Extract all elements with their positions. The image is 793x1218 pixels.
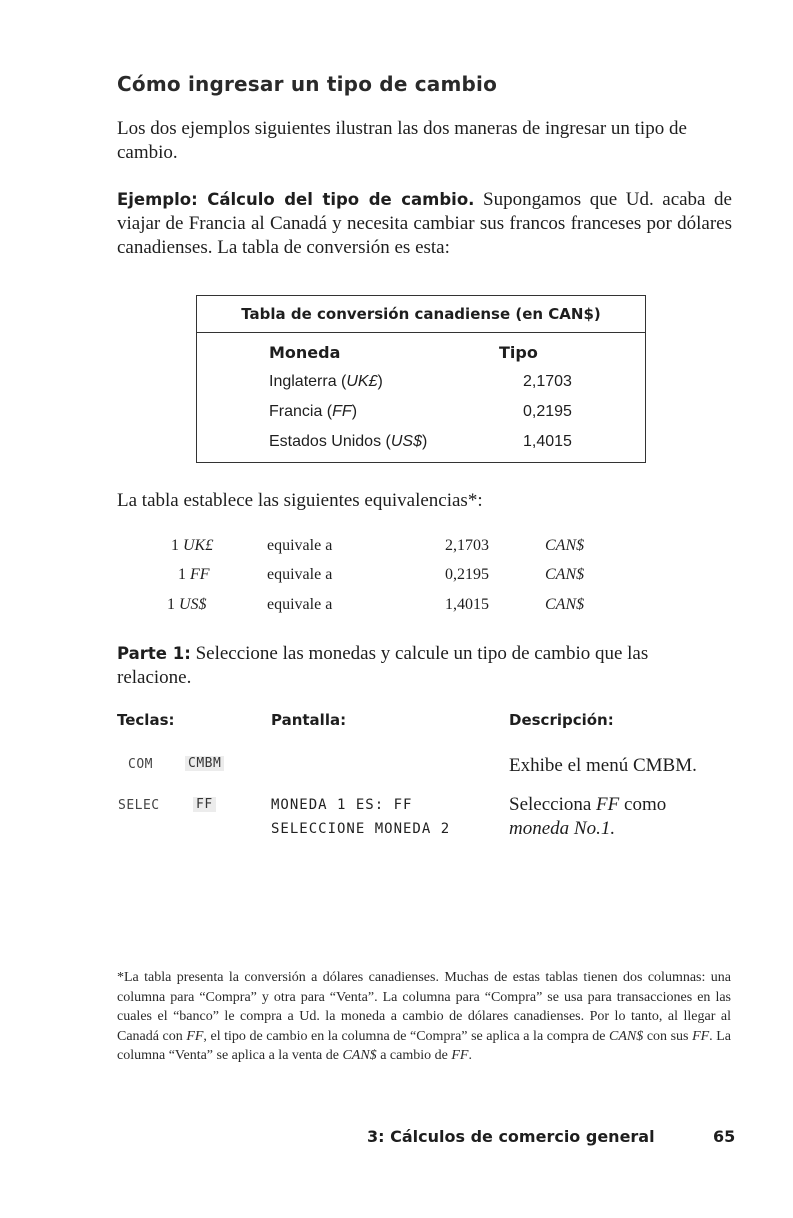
conversion-table-title: Tabla de conversión canadiense (en CAN$) [197,296,645,333]
footnote: *La tabla presenta la conversión a dólares canadienses. Muchas de estas tablas tienen dos columnas: una columna para “Compra” y otra para “Venta”. La columna para “Compra” se usa para transacciones en las cuales el “banco” le compra a Ud. la moneda a cambio de dólares canadienses. Por lo tanto, al llegar al Canadá con FF, el tipo de cambio en la columna de “Compra” se aplica a la compra de CAN$ con sus FF. La columna “Venta” se aplica a la venta de CAN$ a cambio de FF. [117,970,731,1063]
column-header-moneda: Moneda [269,343,341,362]
equivalence-target: CAN$ [545,566,585,583]
softkey-cmbm: CMBM [185,756,224,771]
currency-code: US$ [390,433,422,450]
equivalence-target: CAN$ [545,596,585,613]
softkey-ff: FF [193,797,216,812]
page-title: Cómo ingresar un tipo de cambio [117,72,498,96]
key-selec: SELEC [118,798,160,813]
table-row: Inglaterra (UK£) [269,373,383,390]
page-number: 65 [713,1127,736,1146]
country-name: Francia [269,403,323,420]
table-row: Estados Unidos (US$) [269,433,428,450]
currency-code: FF [332,403,352,420]
parte1-lead: Parte 1: [117,644,191,663]
example-text: Supongamos que Ud. acaba de viajar de Francia al Canadá y necesita cambiar sus francos franceses por dólares canadienses. La tabla de conversión es esta: [117,189,732,258]
conversion-table [196,295,646,463]
equivalence-value: 0,2195 [445,566,489,583]
parte1-paragraph [117,642,727,690]
column-header-tipo: Tipo [499,343,538,362]
equivalence-verb: equivale a [267,537,333,554]
equivalence-verb: equivale a [267,596,333,613]
column-header-descripcion: Descripción: [509,711,614,729]
example-lead: Ejemplo: Cálculo del tipo de cambio. [117,190,475,209]
equivalence-verb: equivale a [267,566,333,583]
exchange-rate: 0,2195 [523,403,572,420]
equivalence-unit: 1 US$ [167,596,207,613]
display-line-1: MONEDA 1 ES: FF [271,797,413,813]
step-description: Selecciona FF como [509,794,667,815]
key-com: COM [128,757,153,772]
equivalence-target: CAN$ [545,537,585,554]
column-header-pantalla: Pantalla: [271,711,347,729]
step-description: Exhibe el menú CMBM. [509,755,697,776]
display-line-2: SELECCIONE MONEDA 2 [271,821,451,837]
table-row: Francia (FF) [269,403,358,420]
step-description-2: moneda No.1. [509,818,616,839]
example-paragraph [117,188,732,260]
equivalence-unit: 1 UK£ [171,537,214,554]
exchange-rate: 1,4015 [523,433,572,450]
parte1-text: Seleccione las monedas y calcule un tipo de cambio que las relacione. [117,643,649,688]
country-name: Inglaterra [269,373,337,390]
equivalence-unit: 1 FF [178,566,210,583]
chapter-footer: 3: Cálculos de comercio general [367,1127,655,1146]
equivalence-value: 1,4015 [445,596,489,613]
exchange-rate: 2,1703 [523,373,572,390]
column-header-teclas: Teclas: [117,711,175,729]
equivalences-intro: La tabla establece las siguientes equivalencias*: [117,490,483,511]
intro-paragraph: Los dos ejemplos siguientes ilustran las dos maneras de ingresar un tipo de cambio. [117,118,687,163]
equivalence-value: 2,1703 [445,537,489,554]
currency-code: UK£ [346,373,378,390]
country-name: Estados Unidos [269,433,382,450]
